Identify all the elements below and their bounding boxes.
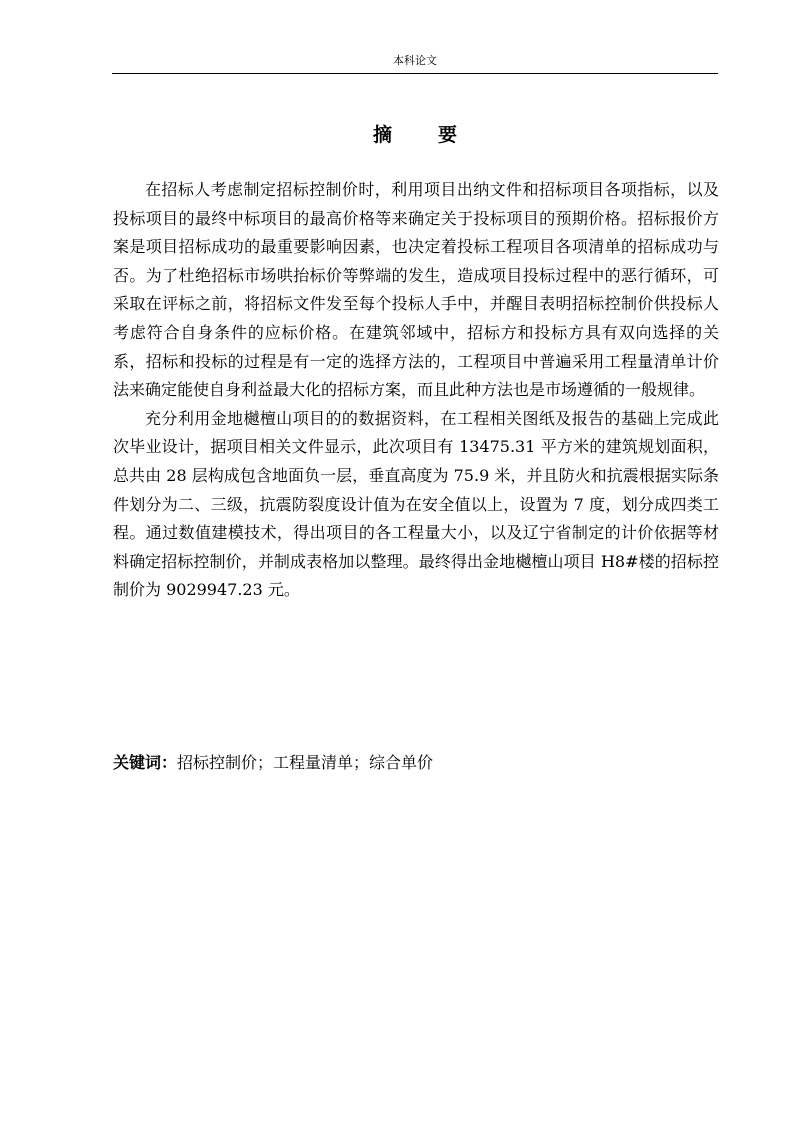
running-header: 本科论文 xyxy=(393,54,437,67)
abstract-body xyxy=(113,176,719,605)
keywords-value: 招标控制价；工程量清单；综合单价 xyxy=(177,753,434,772)
abstract-paragraph-1: 在招标人考虑制定招标控制价时，利用项目出纳文件和招标项目各项指标，以及投标项目的最终中标项目的最高价格等来确定关于投标项目的预期价格。招标报价方案是项目招标成功的最重要影响因素，也决定着投标工程项目各项清单的招标成功与否。为了杜绝招标市场哄抬标价等弊端的发生，造成项目投标过程中的恶行循环，可采取在评标之前，将招标文件发至每个投标人手中，并醒目表明招标控制价供投标人考虑符合自身条件的应标价格。在建筑邻域中，招标方和投标方具有双向选择的关系，招标和投标的过程是有一定的选择方法的，工程项目中普遍采用工程量清单计价法来确定能使自身利益最大化的招标方案，而且此种方法也是市场遵循的一般规律。 xyxy=(113,180,719,400)
keywords-label: 关键词： xyxy=(113,753,178,772)
title-char-1: 摘 xyxy=(372,124,392,146)
keywords-line xyxy=(113,750,719,776)
abstract-paragraph-2: 充分利用金地樾檀山项目的的数据资料，在工程相关图纸及报告的基础上完成此次毕业设计，据项目相关文件显示，此次项目有 13475.31 平方米的建筑规划面积，总共由 28 层构成包含地面负一层，垂直高度为 75.9 米，并且防火和抗震根据实际条件划分为二、三级，抗震防裂度设计值为在安全值以上，设置为 7 度，划分成四类工程。通过数值建模技术，得出项目的各工程量大小，以及辽宁省制定的计价依据等材料确定招标控制价，并制成表格加以整理。最终得出金地樾檀山项目 H8#楼的招标控制价为 9029947.23 元。 xyxy=(113,408,719,600)
abstract-title xyxy=(112,122,718,148)
title-char-2: 要 xyxy=(438,124,458,146)
header-rule xyxy=(112,73,718,74)
